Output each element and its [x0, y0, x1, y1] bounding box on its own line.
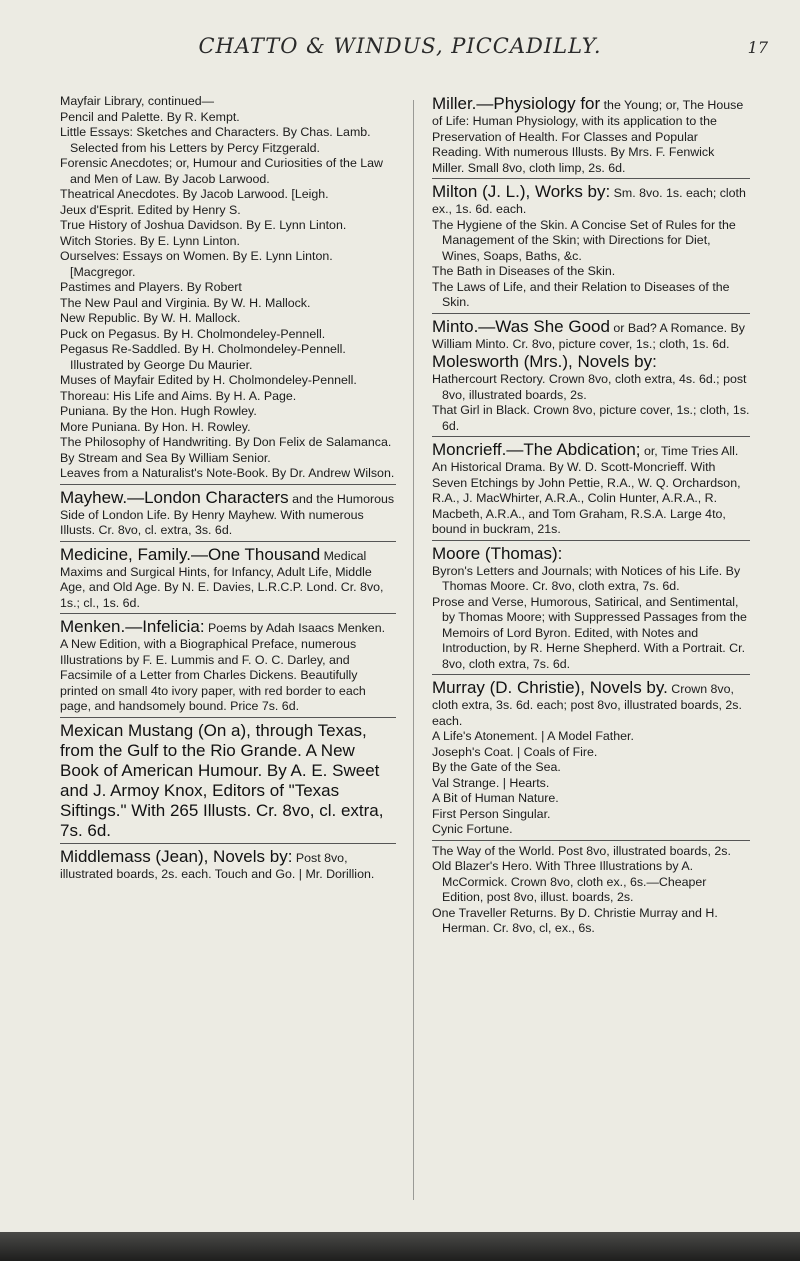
catalogue-entry: A Bit of Human Nature.: [432, 791, 559, 805]
catalogue-entry: Pegasus Re-Saddled. By H. Cholmondeley-Pennell. Illustrated by George Du Maurier.: [60, 342, 346, 372]
catalogue-entry: The Laws of Life, and their Relation to Diseases of the Skin.: [432, 280, 750, 314]
catalogue-entry: Prose and Verse, Humorous, Satirical, and Sentimental, by Thomas Moore; with Suppressed Passages from the Memoirs of Lord Byron. Edited, with Notes and Introduction, by R. Herne Shepherd. With a Portrait. Cr. 8vo, cloth extra, 7s. 6d.: [432, 595, 750, 676]
column-divider: [413, 100, 414, 1200]
page-header: [0, 34, 800, 74]
catalogue-heading-entry: Milton (J. L.), Works by: Sm. 8vo. 1s. each; cloth ex., 1s. 6d. each.: [432, 182, 746, 216]
catalogue-entry: Old Blazer's Hero. With Three Illustrations by A. McCormick. Crown 8vo, cloth ex., 6s.—Cheaper Edition, post 8vo, illust. boards, 2s.: [432, 859, 707, 904]
catalogue-entry: Joseph's Coat. | Coals of Fire.: [432, 744, 598, 759]
catalogue-heading-entry: Mexican Mustang (On a), through Texas, from the Gulf to the Rio Grande. A New Book of American Humour. By A. E. Sweet and J. Armoy Knox, Editors of "Texas Siftings." With 265 Illusts. Cr. 8vo, cl. extra, 7s. 6d.: [60, 721, 396, 844]
catalogue-entry: The Philosophy of Handwriting. By Don Felix de Salamanca.: [60, 435, 392, 449]
page-number: 17: [747, 38, 768, 57]
catalogue-entry: True History of Joshua Davidson. By E. Lynn Linton.: [60, 218, 347, 232]
catalogue-entry: Hathercourt Rectory. Crown 8vo, cloth extra, 4s. 6d.; post 8vo, illustrated boards, 2s.: [432, 372, 747, 402]
catalogue-entry: The Way of the World. Post 8vo, illustrated boards, 2s.: [432, 843, 731, 858]
catalogue-entry: One Traveller Returns. By D. Christie Murray and H. Herman. Cr. 8vo, cl, ex., 6s.: [432, 905, 718, 935]
catalogue-heading-entry: Molesworth (Mrs.), Novels by:: [432, 352, 657, 371]
right-column: [432, 94, 750, 937]
catalogue-heading-entry: Mayhew.—London Characters and the Humorous Side of London Life. By Henry Mayhew. With numerous Illusts. Cr. 8vo, cl. extra, 3s. 6d.: [60, 488, 396, 542]
left-column: [60, 94, 396, 882]
catalogue-heading-entry: Miller.—Physiology for the Young; or, The House of Life: Human Physiology, with its application to the Preservation of Health. For Classes and Popular Reading. With numerous Illusts. By Mrs. F. Fenwick Miller. Small 8vo, cloth limp, 2s. 6d.: [432, 94, 750, 179]
catalogue-entry: A Life's Atonement. | A Model Father.: [432, 729, 634, 743]
catalogue-entry: The Bath in Diseases of the Skin.: [432, 264, 616, 278]
catalogue-entry: By Stream and Sea By William Senior.: [60, 450, 271, 465]
catalogue-entry: Cynic Fortune.: [432, 822, 750, 841]
catalogue-entry: Theatrical Anecdotes. By Jacob Larwood. [Leigh.: [60, 187, 329, 201]
catalogue-heading-entry: Minto.—Was She Good or Bad? A Romance. By William Minto. Cr. 8vo, picture cover, 1s.; cloth, 1s. 6d.: [432, 316, 745, 351]
catalogue-entry: Pencil and Palette. By R. Kempt.: [60, 109, 240, 124]
catalogue-entry: Muses of Mayfair Edited by H. Cholmondeley-Pennell.: [60, 373, 357, 387]
catalogue-entry: Pastimes and Players. By Robert: [60, 280, 242, 294]
catalogue-entry: Thoreau: His Life and Aims. By H. A. Page.: [60, 388, 297, 403]
catalogue-heading-entry: Middlemass (Jean), Novels by: Post 8vo, illustrated boards, 2s. each. Touch and Go. | Mr. Dorillion.: [60, 846, 375, 881]
catalogue-heading-entry: Moore (Thomas):: [432, 543, 563, 563]
catalogue-entry: Ourselves: Essays on Women. By E. Lynn Linton. [Macgregor.: [60, 249, 333, 279]
catalogue-entry: Puniana. By the Hon. Hugh Rowley.: [60, 404, 257, 418]
catalogue-entry: More Puniana. By Hon. H. Rowley.: [60, 419, 251, 434]
catalogue-entry: By the Gate of the Sea.: [432, 760, 561, 774]
catalogue-heading-entry: Murray (D. Christie), Novels by. Crown 8vo, cloth extra, 3s. 6d. each; post 8vo, illustrated boards, 2s. each.: [432, 678, 742, 728]
catalogue-entry: New Republic. By W. H. Mallock.: [60, 311, 241, 325]
running-title: CHATTO & WINDUS, PICCADILLY.: [198, 34, 602, 58]
catalogue-entry: Leaves from a Naturalist's Note-Book. By Dr. Andrew Wilson.: [60, 466, 396, 485]
catalogue-entry: Byron's Letters and Journals; with Notices of his Life. By Thomas Moore. Cr. 8vo, cloth extra, 7s. 6d.: [432, 563, 741, 593]
catalogue-entry: Puck on Pegasus. By H. Cholmondeley-Pennell.: [60, 326, 326, 341]
catalogue-entry: That Girl in Black. Crown 8vo, picture cover, 1s.; cloth, 1s. 6d.: [432, 403, 750, 437]
catalogue-entry: The New Paul and Virginia. By W. H. Mallock.: [60, 295, 311, 310]
catalogue-heading-entry: Medicine, Family.—One Thousand Medical Maxims and Surgical Hints, for Infancy, Adult Life, Middle Age, and Old Age. By N. E. Davies, L.R.C.P. Lond. Cr. 8vo, 1s.; cl., 1s. 6d.: [60, 545, 396, 615]
catalogue-entry: Mayfair Library, continued—: [60, 94, 215, 108]
catalogue-entry: Jeux d'Esprit. Edited by Henry S.: [60, 202, 241, 217]
catalogue-entry: Forensic Anecdotes; or, Humour and Curiosities of the Law and Men of Law. By Jacob Larwood.: [60, 156, 384, 186]
catalogue-heading-entry: Moncrieff.—The Abdication; or, Time Tries All. An Historical Drama. By W. D. Scott-Moncrieff. With Seven Etchings by John Pettie, R.A., W. Q. Orchardson, R.A., J. MacWhirter, A.R.A., Colin Hunter, A.R.A., R. Macbeth, A.R.A., and Tom Graham, R.S.A. Large 4to, bound in buckram, 21s.: [432, 440, 750, 541]
catalogue-heading-entry: Menken.—Infelicia: Poems by Adah Isaacs Menken. A New Edition, with a Biographical Preface, numerous Illustrations by F. E. Lummis and F. O. C. Darley, and Facsimile of a Letter from Charles Dickens. Beautifully printed on small 4to ivory paper, with red border to each page, and handsomely bound. Price 7s. 6d.: [60, 617, 396, 718]
page-bottom-edge: [0, 1232, 800, 1261]
catalogue-entry: The Hygiene of the Skin. A Concise Set of Rules for the Management of the Skin; with Directions for Diet, Wines, Soaps, Baths, &c.: [432, 217, 736, 263]
catalogue-entry: First Person Singular.: [432, 806, 551, 821]
catalogue-entry: Val Strange. | Hearts.: [432, 775, 550, 790]
catalogue-entry: Little Essays: Sketches and Characters. By Chas. Lamb. Selected from his Letters by Percy Fitzgerald.: [60, 125, 371, 155]
catalogue-entry: Witch Stories. By E. Lynn Linton.: [60, 233, 240, 248]
